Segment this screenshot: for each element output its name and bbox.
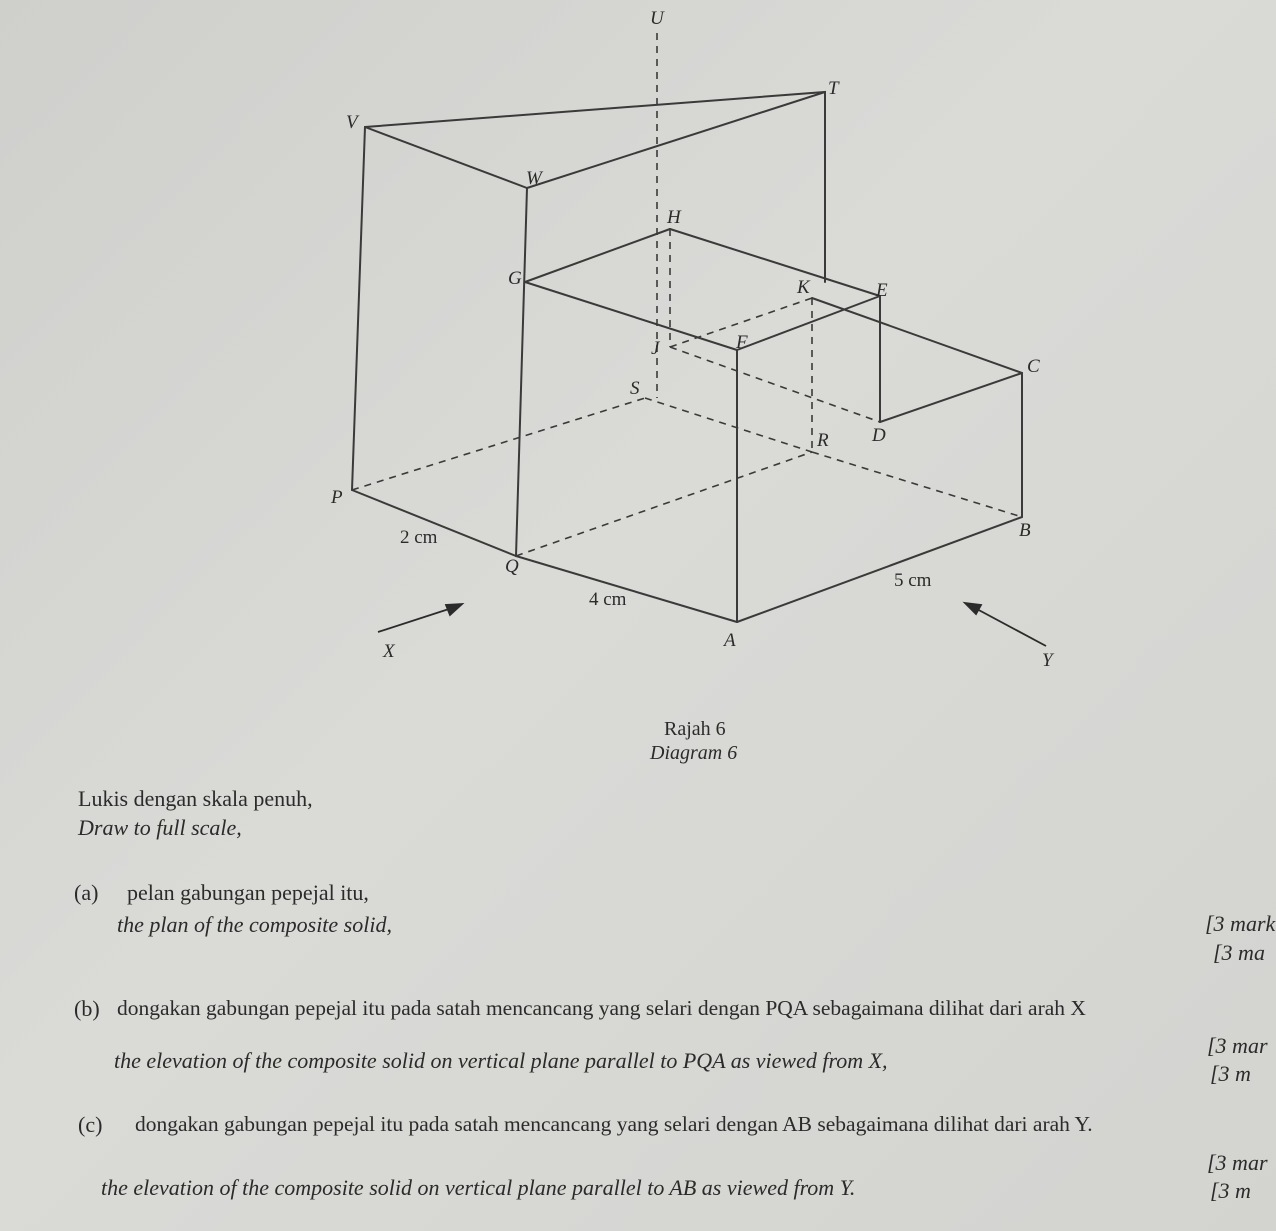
- caption-english: Diagram 6: [650, 742, 738, 764]
- vertex-label-t: T: [828, 78, 839, 99]
- arrow-y-head: [965, 603, 981, 614]
- edge-d-c: [880, 373, 1022, 422]
- question-c-malay: dongakan gabungan pepejal itu pada satah mencancang yang selari dengan AB sebagaimana dilihat dari arah Y.: [135, 1112, 1093, 1136]
- vertex-label-a: A: [724, 630, 736, 651]
- question-c-marks-1: [3 mar: [1207, 1150, 1268, 1175]
- vertex-label-j: J: [651, 338, 660, 359]
- edge-h-e: [670, 229, 880, 296]
- question-b-english: the elevation of the composite solid on vertical plane parallel to PQA as viewed from X,: [114, 1048, 888, 1073]
- vertex-label-c: C: [1027, 356, 1040, 377]
- question-c-english: the elevation of the composite solid on vertical plane parallel to AB as viewed from Y.: [101, 1175, 856, 1200]
- vertex-label-k: K: [797, 277, 810, 298]
- dimension-label-qa: 4 cm: [589, 589, 627, 610]
- hidden-s-r: [645, 398, 812, 452]
- question-a-label: (a): [74, 880, 99, 905]
- question-a-english: the plan of the composite solid,: [117, 912, 392, 937]
- vertex-label-w: W: [526, 168, 542, 189]
- direction-label-y: Y: [1042, 650, 1053, 671]
- edge-v-p: [352, 127, 365, 490]
- dimension-label-pq: 2 cm: [400, 527, 438, 548]
- vertex-label-u: U: [650, 8, 664, 29]
- question-b-marks-1: [3 mar: [1207, 1033, 1268, 1058]
- edge-c-k: [812, 298, 1022, 373]
- edge-w-q: [516, 188, 527, 556]
- direction-label-x: X: [383, 641, 395, 662]
- question-c-marks-2: [3 m: [1210, 1178, 1251, 1203]
- vertex-label-h: H: [667, 207, 681, 228]
- vertex-label-d: D: [872, 425, 886, 446]
- vertex-label-r: R: [817, 430, 829, 451]
- vertex-label-v: V: [346, 112, 358, 133]
- vertex-label-e: E: [876, 280, 888, 301]
- question-b-label: (b): [74, 996, 100, 1021]
- caption-malay: Rajah 6: [664, 718, 726, 740]
- instruction-malay: Lukis dengan skala penuh,: [78, 786, 313, 811]
- edge-q-a: [516, 556, 737, 622]
- question-b-malay: dongakan gabungan pepejal itu pada satah mencancang yang selari dengan PQA sebagaimana dilihat dari arah X: [117, 996, 1086, 1020]
- question-a-marks-2: [3 ma: [1213, 940, 1265, 965]
- vertex-label-s: S: [630, 378, 640, 399]
- vertex-label-f: F: [736, 332, 748, 353]
- vertex-label-q: Q: [505, 556, 519, 577]
- edge-g-f: [525, 282, 737, 350]
- edge-g-h: [525, 229, 670, 282]
- vertex-label-g: G: [508, 268, 522, 289]
- hidden-q-r: [516, 452, 812, 556]
- instruction-english: Draw to full scale,: [78, 815, 242, 840]
- arrow-x-head: [446, 604, 462, 615]
- hidden-p-s: [352, 398, 645, 490]
- question-a-marks-1: [3 mark: [1205, 911, 1276, 936]
- edge-v-t: [365, 92, 825, 282]
- question-b-marks-2: [3 m: [1210, 1061, 1251, 1086]
- edge-f-e: [737, 296, 880, 350]
- question-a-malay: pelan gabungan pepejal itu,: [127, 880, 369, 905]
- hidden-j-d: [670, 347, 880, 422]
- dimension-label-ab: 5 cm: [894, 570, 932, 591]
- edge-v-w: [365, 127, 527, 188]
- arrow-y-shaft: [975, 608, 1046, 646]
- question-c-label: (c): [78, 1112, 103, 1137]
- edge-w-t: [527, 92, 825, 188]
- arrow-x-shaft: [378, 608, 452, 632]
- hidden-r-b: [812, 452, 1022, 517]
- vertex-label-p: P: [331, 487, 343, 508]
- vertex-label-b: B: [1019, 520, 1031, 541]
